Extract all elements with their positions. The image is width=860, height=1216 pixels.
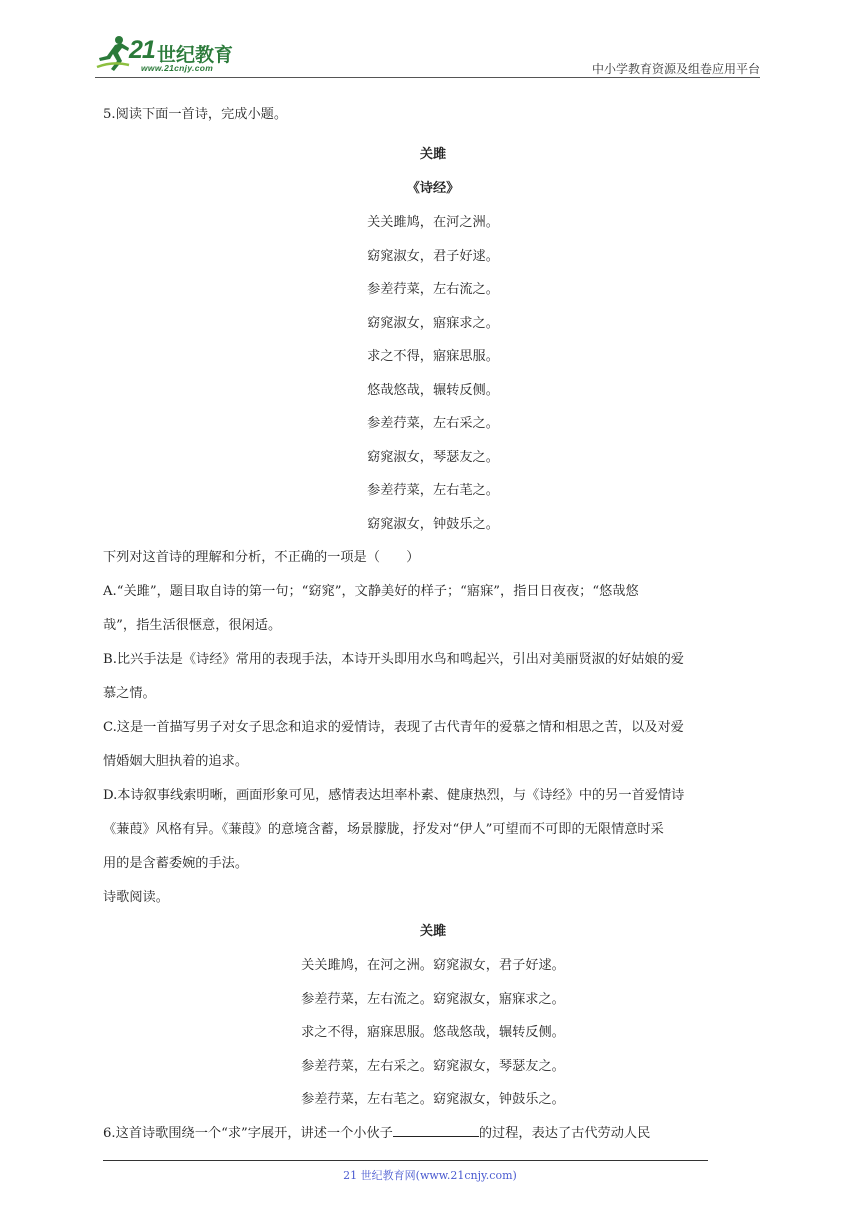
- option-b-line-1: B.比兴手法是《诗经》常用的表现手法，本诗开头即用水鸟和鸣起兴，引出对美丽贤淑的好姑娘的爱: [103, 652, 684, 667]
- poem-line: 参差荇菜，左右采之。: [367, 416, 499, 431]
- logo-brand-name: 世纪教育: [157, 44, 234, 66]
- runner-logo-icon: [95, 34, 131, 72]
- poem-line: 参差荇菜，左右芼之。: [367, 483, 499, 498]
- poem-line: 关关雎鸠，在河之洲。: [367, 215, 499, 230]
- poem-2-line: 求之不得，寤寐思服。悠哉悠哉，辗转反侧。: [301, 1025, 565, 1040]
- poem-line: 求之不得，寤寐思服。: [367, 349, 499, 364]
- poem-2-line: 关关雎鸠，在河之洲。窈窕淑女，君子好逑。: [301, 958, 565, 973]
- footer-link[interactable]: 21 世纪教育网(www.21cnjy.com): [343, 1169, 517, 1182]
- option-b-line-2: 慕之情。: [103, 686, 156, 701]
- question-6: [103, 1117, 763, 1151]
- poem-2-line: 参差荇菜，左右采之。窈窕淑女，琴瑟友之。: [301, 1058, 565, 1074]
- platform-name: 中小学教育资源及组卷应用平台: [591, 62, 760, 76]
- poem-line: 参差荇菜，左右流之。: [367, 282, 499, 297]
- option-d[interactable]: [103, 779, 763, 881]
- poem-body-2: [103, 949, 763, 1117]
- page-header: [95, 30, 760, 80]
- poem-source: 《诗经》: [406, 181, 460, 196]
- poem-line: 窈窕淑女，君子好逑。: [367, 248, 499, 264]
- option-c[interactable]: [103, 711, 763, 779]
- footer-divider: [103, 1160, 708, 1161]
- option-c-line-2: 情婚姻大胆执着的追求。: [103, 754, 249, 769]
- poem-2-line: 参差荇菜，左右流之。窈窕淑女，寤寐求之。: [301, 991, 565, 1007]
- answer-blank[interactable]: [393, 1124, 479, 1137]
- option-a-line-1: A.“关雎”，题目取自诗的第一句；“窈窕”，文静美好的样子；“寤寐”，指日日夜夜；“悠哉悠: [103, 584, 639, 599]
- header-divider: [95, 77, 760, 78]
- option-c-line-1: C.这是一首描写男子对女子思念和追求的爱情诗，表现了古代青年的爱慕之情和相思之苦，以及对爱: [103, 720, 684, 735]
- option-d-line-1: D.本诗叙事线索明晰，画面形象可见，感情表达坦率朴素、健康热烈，与《诗经》中的另一首爱情诗: [103, 788, 685, 803]
- question-stem: 下列对这首诗的理解和分析，不正确的一项是（ ）: [103, 550, 420, 565]
- document-body: [103, 104, 763, 1151]
- question-6-text-before: 6.这首诗歌围绕一个“求”字展开，讲述一个小伙子: [103, 1125, 393, 1141]
- poem-line: 窈窕淑女，琴瑟友之。: [367, 449, 499, 465]
- option-b[interactable]: [103, 643, 763, 711]
- question-5-prompt: 5.阅读下面一首诗，完成小题。: [103, 107, 288, 122]
- logo-number: 21: [129, 36, 155, 64]
- section-heading: 诗歌阅读。: [103, 890, 169, 905]
- poem-2-line: 参差荇菜，左右芼之。窈窕淑女，钟鼓乐之。: [301, 1092, 565, 1107]
- logo-url: www.21cnjy.com: [141, 63, 214, 73]
- option-a-line-2: 哉”，指生活很惬意，很闲适。: [103, 618, 282, 633]
- option-d-line-2: 《蒹葭》风格有异。《蒹葭》的意境含蓄，场景朦胧，抒发对“伊人”可望而不可即的无限情意时采: [103, 822, 664, 837]
- question-6-text-after: 的过程，表达了古代劳动人民: [478, 1125, 651, 1141]
- poem-title: 关雎: [419, 147, 447, 162]
- poem-line: 悠哉悠哉，辗转反侧。: [367, 382, 499, 398]
- site-logo[interactable]: [95, 34, 260, 74]
- option-d-line-3: 用的是含蓄委婉的手法。: [103, 856, 249, 871]
- poem-body: [103, 206, 763, 541]
- option-a[interactable]: [103, 575, 763, 643]
- poem-line: 窈窕淑女，钟鼓乐之。: [367, 516, 499, 532]
- poem-line: 窈窕淑女，寤寐求之。: [367, 315, 499, 331]
- poem-title-2: 关雎: [419, 924, 447, 939]
